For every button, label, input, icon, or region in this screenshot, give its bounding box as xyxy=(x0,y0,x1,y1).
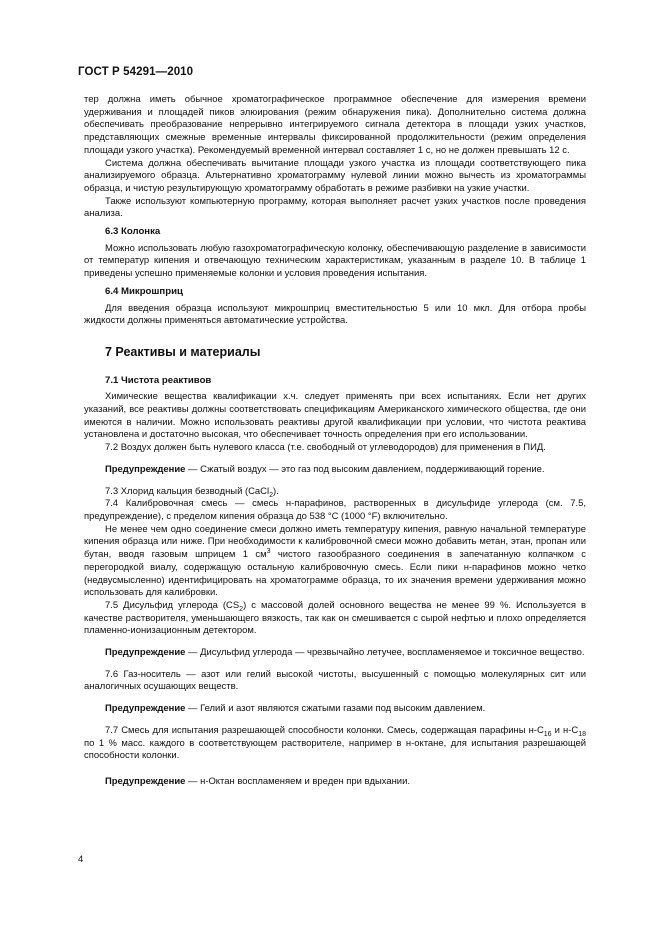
paragraph: 7.3 Хлорид кальция безводный (CaCl$_2$). xyxy=(105,485,279,499)
paragraph: 7.5 Дисульфид углерода $(CS_2)$ с массовой долей основного вещества не менее 99 %. Используется в качестве растворителя, уменьшающего вязкость, так как он смешивается с сырой нефтью и плохо определяется пламенно-ионизационным детектором. xyxy=(84,599,586,637)
section-heading-7: 7 Реактивы и материалы xyxy=(105,344,261,359)
paragraph: Не менее чем одно соединение смеси должно иметь температуру кипения, равную начальной температуре кипения образца или ниже. При необходимости к калибровочной смеси можно добавить метан, этан, пропан или бутан, вводя газовым шприцем 1 $см^3$ чистого газообразного соединения в запечатанную колпачком с перегородкой виалу, содержащую остальную калибровочную смесь. Если пики н-парафинов можно четко (недвусмысленно) идентифицировать на хроматограмме образца, то их значения времени удерживания можно использовать для калибровки. xyxy=(84,523,586,599)
paragraph: тер должна иметь обычное хроматографическое программное обеспечение для измерения времени удерживания и площадей пиков элюирования (режим обнаружения пика). Дополнительно система должна обеспечивать преобразование непрерывно интегрируемого сигнала детектора в площади узких участков, представляющих смежные временные интервалы фиксированной продолжительности (режим определения площади узкого участка). Рекомендуемый временной интервал составляет 1 с, но не должен превышать 12 с. xyxy=(84,94,586,156)
warning-note: Предупреждение — Сжатый воздух — это газ под высоким давлением, поддерживающий горение. xyxy=(105,463,545,475)
warning-label: Предупреждение xyxy=(105,703,186,715)
document-body xyxy=(84,94,586,789)
paragraph: Химические вещества квалификации х.ч. следует применять при всех испытаниях. Если нет других указаний, все реактивы должны соответствовать спецификациям Американского химического общества, где они имеются в наличии. Можно использовать реактивы другой квалификации при условии, что чистота реактива установлена и достаточно высокая, что обеспечивает точность определения при его использовании. xyxy=(84,391,586,441)
warning-note: Предупреждение — н-Октан воспламеняем и вреден при вдыхании. xyxy=(105,775,410,787)
page-number: 4 xyxy=(78,854,84,865)
paragraph: 7.7 Смесь для испытания разрешающей способности колонки. Смесь, содержащая парафины $н-С_{16}$ и $н-С_{18}$ по 1 % масс. каждого в соответствующем растворителе, например в н-октане, для испытания разрешающей способности колонки. xyxy=(84,724,587,762)
subsection-heading-6-3: 6.3 Колонка xyxy=(105,226,161,238)
warning-note: Предупреждение — Гелий и азот являются сжатыми газами под высоким давлением. xyxy=(105,703,486,715)
paragraph: 7.4 Калибровочная смесь — смесь н-парафинов, растворенных в дисульфиде углерода (см. 7.5, предупреждение), с пределом кипения образца до 538 °С (1000 °F) включительно. xyxy=(84,498,586,522)
paragraph: Для введения образца используют микрошприц вместительностью 5 или 10 мкл. Для отбора пробы жидкости должны применяться автоматические устройства. xyxy=(84,302,586,327)
subsection-heading-7-1: 7.1 Чистота реактивов xyxy=(105,374,212,386)
paragraph: Также используют компьютерную программу, которая выполняет расчет узких участков после проведения анализа. xyxy=(84,195,586,220)
page-header: ГОСТ Р 54291—2010 xyxy=(78,66,194,78)
warning-label: Предупреждение xyxy=(105,775,186,787)
warning-note: Предупреждение — Дисульфид углерода — чрезвычайно летучее, воспламеняемое и токсичное вещество. xyxy=(105,647,585,659)
paragraph: 7.6 Газ-носитель — азот или гелий высокой чистоты, высушенный с помощью молекулярных сит или аналогичных осушающих веществ. xyxy=(84,668,586,693)
paragraph: 7.2 Воздух должен быть нулевого класса (т.е. свободный от углеводородов) для применения в ПИД. xyxy=(105,442,546,454)
warning-label: Предупреждение xyxy=(105,463,186,475)
paragraph: Система должна обеспечивать вычитание площади узкого участка из площади соответствующего пика анализируемого образца. Альтернативно хроматограмму нулевой линии можно вычесть из хроматограммы образца, и чистую результирующую хроматограмму обработать в режиме разбивки на узкие участки. xyxy=(84,157,586,194)
subsection-heading-6-4: 6.4 Микрошприц xyxy=(105,285,183,297)
paragraph: Можно использовать любую газохроматографическую колонку, обеспечивающую разделение в зависимости от температур кипения и отвечающую техническим характеристикам, указанным в разделе 10. В таблице 1 приведены успешно применяемые колонки и условия проведения испытания. xyxy=(84,242,586,280)
warning-label: Предупреждение xyxy=(105,647,186,659)
